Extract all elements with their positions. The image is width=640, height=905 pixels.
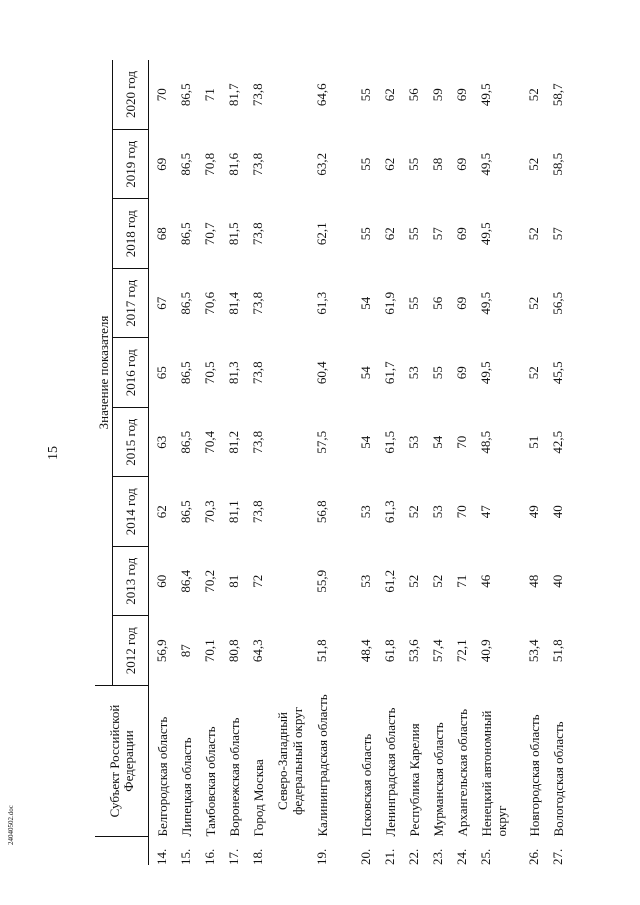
- table-row: [377, 60, 401, 865]
- value-cell: 57,4: [429, 639, 445, 663]
- value-cell: 67: [154, 296, 169, 310]
- value-cell: 57: [429, 227, 445, 241]
- value-cell: 62: [381, 88, 397, 102]
- year-header-2018: 2018 год: [113, 199, 149, 269]
- value-cell: 70,7: [201, 222, 217, 246]
- value-cell: [269, 199, 309, 269]
- value-cell: 70: [453, 505, 469, 519]
- table-row: [197, 60, 221, 865]
- value-cell: 55: [357, 88, 373, 102]
- year-header-2019: 2019 год: [113, 130, 149, 200]
- subject-name: Город Москва: [250, 759, 266, 837]
- year-header-2016: 2016 год: [113, 338, 149, 408]
- value-cell: 53: [357, 574, 373, 588]
- year-header-2015: 2015 год: [113, 408, 149, 478]
- value-cell: 86,5: [177, 152, 193, 176]
- value-cell: 52: [525, 157, 541, 171]
- indicator-table: [95, 60, 569, 865]
- value-cell: 71: [453, 574, 469, 588]
- value-cell: 55,9: [313, 569, 329, 593]
- value-cell: 53,4: [525, 639, 541, 663]
- row-number: 18.: [249, 848, 265, 865]
- value-cell: 40: [549, 574, 565, 588]
- value-cell: 81,4: [225, 291, 241, 315]
- row-number: 21.: [381, 848, 397, 865]
- table-row: [473, 60, 521, 865]
- value-cell: 60,4: [313, 361, 329, 385]
- subject-name: Тамбовская область: [202, 726, 218, 837]
- value-cell: 86,5: [177, 500, 193, 524]
- value-cell: 63,2: [313, 152, 329, 176]
- value-cell: 70,1: [201, 639, 217, 663]
- value-cell: 69: [453, 157, 469, 171]
- value-cell: 86,5: [177, 291, 193, 315]
- value-cell: 54: [357, 366, 373, 380]
- value-cell: 53: [429, 505, 445, 519]
- year-header-2020: 2020 год: [113, 60, 149, 130]
- value-cell: 51: [525, 435, 541, 449]
- value-cell: 58,7: [549, 83, 565, 107]
- value-cell: 49: [525, 505, 541, 519]
- year-header-2014: 2014 год: [113, 477, 149, 547]
- value-cell: 73,8: [249, 83, 265, 107]
- value-cell: 52: [525, 88, 541, 102]
- value-cell: [269, 60, 309, 130]
- row-number: 26.: [525, 848, 541, 865]
- value-cell: 69: [453, 88, 469, 102]
- row-number: 14.: [154, 848, 169, 865]
- value-cell: 81,6: [225, 152, 241, 176]
- value-cell: 61,2: [381, 569, 397, 593]
- table-row: [149, 60, 173, 865]
- subject-name: Ленинградская область: [382, 707, 398, 837]
- value-cell: 55: [357, 157, 373, 171]
- subject-name: Северо-Западный федеральный округ: [274, 706, 305, 816]
- value-cell: 62: [381, 227, 397, 241]
- value-cell: 70,2: [201, 569, 217, 593]
- value-cell: 81,1: [225, 500, 241, 524]
- subject-name: Новгородская область: [526, 714, 542, 837]
- value-cell: 61,7: [381, 361, 397, 385]
- value-cell: 53,6: [405, 639, 421, 663]
- value-cell: [269, 338, 309, 408]
- value-cell: 49,5: [477, 361, 493, 385]
- value-cell: [269, 477, 309, 547]
- value-cell: 42,5: [549, 430, 565, 454]
- row-number: 23.: [429, 848, 445, 865]
- value-cell: 61,9: [381, 291, 397, 315]
- value-cell: 47: [477, 505, 493, 519]
- value-cell: 54: [357, 435, 373, 449]
- value-cell: 52: [525, 366, 541, 380]
- value-cell: 62,1: [313, 222, 329, 246]
- value-cell: 48: [525, 574, 541, 588]
- subject-name: Архангельская область: [454, 708, 470, 837]
- value-cell: 52: [405, 574, 421, 588]
- value-cell: 71: [201, 88, 217, 102]
- value-cell: 46: [477, 574, 493, 588]
- subject-name: Липецкая область: [178, 737, 194, 837]
- year-header-2017: 2017 год: [113, 269, 149, 339]
- row-number: 24.: [453, 848, 469, 865]
- value-cell: 62: [154, 505, 169, 519]
- subject-name: Белгородская область: [155, 716, 170, 837]
- value-cell: 69: [154, 157, 169, 171]
- value-cell: 65: [154, 366, 169, 380]
- value-cell: 62: [381, 157, 397, 171]
- subject-header: Субъект Российской Федерации: [95, 686, 149, 837]
- value-cell: 52: [525, 227, 541, 241]
- table-row: [353, 60, 377, 865]
- value-cell: 57,5: [313, 430, 329, 454]
- value-cell: [269, 547, 309, 617]
- value-cell: 70,3: [201, 500, 217, 524]
- value-cell: 49,5: [477, 222, 493, 246]
- value-cell: 69: [453, 366, 469, 380]
- row-number: 22.: [405, 848, 421, 865]
- value-cell: 55: [405, 296, 421, 310]
- subject-name: Мурманская область: [430, 722, 446, 837]
- value-cell: 56: [405, 88, 421, 102]
- value-cell: 70,8: [201, 152, 217, 176]
- value-cell: 81,2: [225, 430, 241, 454]
- row-number: 15.: [177, 848, 193, 865]
- subject-name: Воронежская область: [226, 717, 242, 837]
- table-body: [149, 60, 569, 865]
- value-cell: 73,8: [249, 222, 265, 246]
- row-number: 20.: [357, 848, 373, 865]
- value-cell: 68: [154, 227, 169, 241]
- value-cell: 86,4: [177, 569, 193, 593]
- value-cell: 55: [357, 227, 373, 241]
- value-cell: 55: [405, 227, 421, 241]
- value-cell: 52: [429, 574, 445, 588]
- value-cell: 56: [429, 296, 445, 310]
- table-row: [173, 60, 197, 865]
- table-row: [309, 60, 353, 865]
- value-cell: 56,5: [549, 291, 565, 315]
- value-cell: 72: [249, 574, 265, 588]
- value-cell: 73,8: [249, 291, 265, 315]
- value-cell: 49,5: [477, 291, 493, 315]
- value-cell: 49,5: [477, 83, 493, 107]
- value-cell: 53: [405, 435, 421, 449]
- value-cell: 56,8: [313, 500, 329, 524]
- value-cell: 80,8: [225, 639, 241, 663]
- value-cell: 73,8: [249, 430, 265, 454]
- value-cell: 81,7: [225, 83, 241, 107]
- row-number: 25.: [477, 848, 493, 865]
- value-cell: 52: [405, 505, 421, 519]
- value-cell: 58: [429, 157, 445, 171]
- value-cell: 86,5: [177, 430, 193, 454]
- value-cell: 70,6: [201, 291, 217, 315]
- value-cell: 51,8: [313, 639, 329, 663]
- value-cell: 81,3: [225, 361, 241, 385]
- page-number: 15: [46, 446, 61, 460]
- rotated-table-container: [95, 60, 566, 865]
- value-cell: 73,8: [249, 361, 265, 385]
- value-cell: 55: [405, 157, 421, 171]
- value-cell: 81,5: [225, 222, 241, 246]
- value-cell: 70,4: [201, 430, 217, 454]
- table-row: [245, 60, 269, 865]
- value-cell: 72,1: [453, 639, 469, 663]
- subject-name: Вологодская область: [550, 721, 566, 837]
- value-cell: 70,5: [201, 361, 217, 385]
- value-cell: 69: [453, 296, 469, 310]
- table-row: [545, 60, 569, 865]
- value-cell: 56,9: [154, 639, 169, 663]
- value-cell: 54: [357, 296, 373, 310]
- subject-name: Ненецкий автономный округ: [478, 710, 509, 837]
- value-cell: 54: [429, 435, 445, 449]
- subject-name: Псковская область: [358, 733, 374, 837]
- value-cell: 86,5: [177, 83, 193, 107]
- value-cell: 52: [525, 296, 541, 310]
- value-cell: 61,3: [381, 500, 397, 524]
- value-cell: 63: [154, 435, 169, 449]
- value-cell: 55: [429, 366, 445, 380]
- value-cell: [269, 408, 309, 478]
- value-cell: 64,3: [249, 639, 265, 663]
- row-number: 17.: [225, 848, 241, 865]
- value-cell: 57: [549, 227, 565, 241]
- value-cell: 49,5: [477, 152, 493, 176]
- subject-name: Калининградская область: [314, 694, 330, 837]
- row-number: 19.: [313, 848, 329, 865]
- value-cell: 86,5: [177, 222, 193, 246]
- row-number: 27.: [549, 848, 565, 865]
- value-cell: 48,5: [477, 430, 493, 454]
- table-row: [221, 60, 245, 865]
- value-cell: 70: [154, 88, 169, 102]
- value-cell: 87: [177, 644, 193, 658]
- value-cell: 58,5: [549, 152, 565, 176]
- value-cell: 59: [429, 88, 445, 102]
- year-header-2013: 2013 год: [113, 547, 149, 617]
- row-number: 16.: [201, 848, 217, 865]
- value-cell: 40,9: [477, 639, 493, 663]
- table-row: [425, 60, 449, 865]
- row-number: [269, 837, 309, 866]
- table-row: [449, 60, 473, 865]
- value-cell: 73,8: [249, 500, 265, 524]
- indicator-group-header: Значение показателя: [95, 60, 113, 686]
- value-cell: [269, 130, 309, 200]
- value-cell: 51,8: [549, 639, 565, 663]
- value-cell: 48,4: [357, 639, 373, 663]
- value-cell: 73,8: [249, 152, 265, 176]
- footer-document-code: 24040502.doc: [7, 805, 15, 845]
- value-cell: 61,5: [381, 430, 397, 454]
- table-row: [269, 60, 309, 865]
- value-cell: 40: [549, 505, 565, 519]
- value-cell: 45,5: [549, 361, 565, 385]
- value-cell: 61,3: [313, 291, 329, 315]
- value-cell: 64,6: [313, 83, 329, 107]
- value-cell: 70: [453, 435, 469, 449]
- value-cell: 81: [225, 574, 241, 588]
- value-cell: 69: [453, 227, 469, 241]
- value-cell: [269, 616, 309, 686]
- value-cell: 53: [357, 505, 373, 519]
- subject-name: Республика Карелия: [406, 723, 422, 837]
- table-row: [401, 60, 425, 865]
- value-cell: 53: [405, 366, 421, 380]
- table-row: [521, 60, 545, 865]
- value-cell: 61,8: [381, 639, 397, 663]
- value-cell: 60: [154, 574, 169, 588]
- value-cell: 86,5: [177, 361, 193, 385]
- value-cell: [269, 269, 309, 339]
- year-header-2012: 2012 год: [113, 616, 149, 686]
